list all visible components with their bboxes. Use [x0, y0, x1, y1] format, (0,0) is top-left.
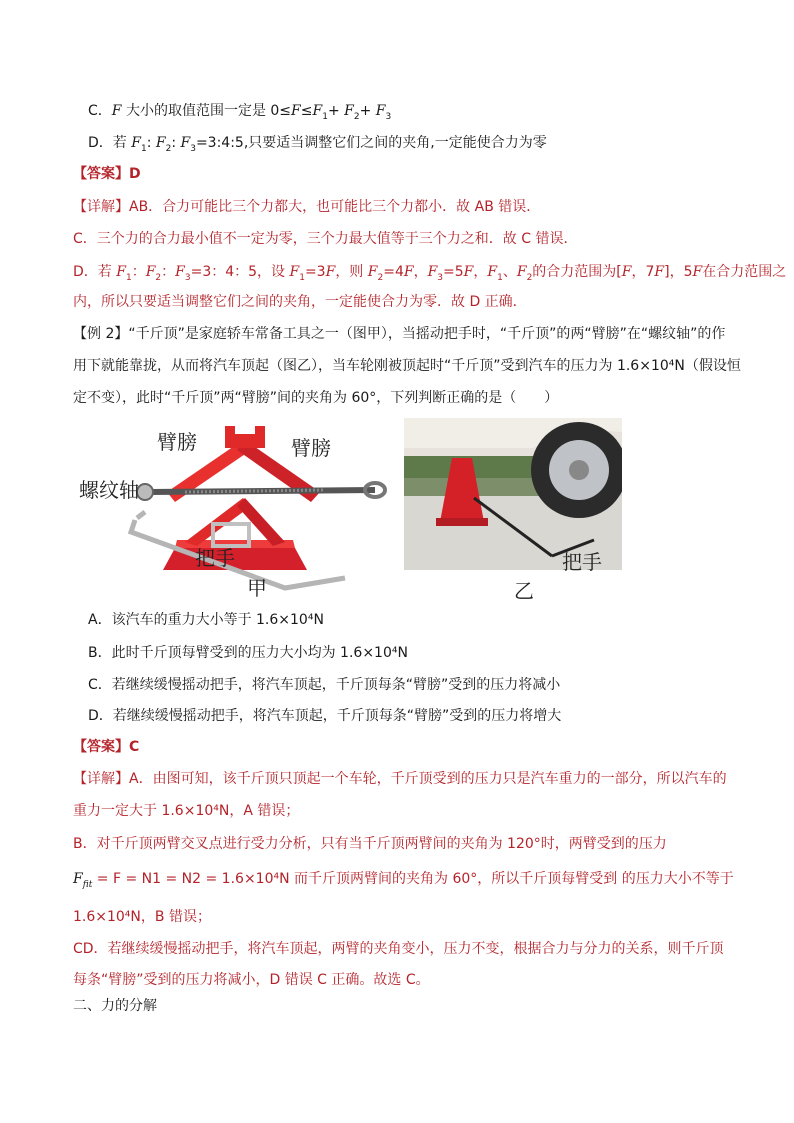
figure-yi [404, 418, 622, 603]
choice-c: C．若继续缓慢摇动把手，将汽车顶起，千斤顶每条“臂膀”受到的压力将减小 [88, 677, 561, 693]
label-screw: 螺纹轴 [79, 478, 139, 502]
scissor-jack-image [75, 420, 395, 600]
option-c: C．F 大小的取值范围一定是 $0\le F\le F_1+ F_2+ F_3$ [88, 103, 392, 122]
detail-2-line-2: 重力一定大于 1.6×10⁴N，A 错误； [73, 803, 300, 819]
detail-2-line-6: CD．若继续缓慢摇动把手，将汽车顶起，两臂的夹角变小，压力不变，根据合力与分力的关系，则千斤顶 [73, 941, 724, 957]
figure-jia [75, 420, 395, 600]
answer-2: 【答案】C [73, 739, 140, 755]
detail-1-line-4: 内，所以只要适当调整它们之间的夹角，一定能使合力为零．故 D 正确． [73, 294, 527, 310]
label-handle-photo: 把手 [562, 550, 602, 574]
example-2-line-2: 用下就能靠拢，从而将汽车顶起（图乙），当车轮刚被顶起时“千斤顶”受到汽车的压力为 1.6×10⁴N（假设恒 [73, 358, 741, 374]
choice-a: A．该汽车的重力大小等于 1.6×10⁴N [88, 612, 324, 628]
label-handle: 把手 [195, 546, 235, 570]
caption-yi: 乙 [514, 579, 534, 603]
example-2-line-3: 定不变），此时“千斤顶”两“臂膀”间的夹角为 60°，下列判断正确的是（ ） [73, 390, 559, 406]
example-2-line-1: 【例 2】“千斤顶”是家庭轿车常备工具之一（图甲），当摇动把手时，“千斤顶”的两“臂膀”在“螺纹轴”的作 [73, 326, 726, 342]
detail-2-formula-line: $F_{fit} = F = N1 = N2 = 1.6\times 10^4N$ 而千斤顶两臂间的夹角为 60°，所以千斤顶每臂受到 的压力大小不等于 [73, 871, 734, 890]
section-heading: 二、力的分解 [73, 998, 157, 1014]
answer-1: 【答案】D [73, 166, 141, 182]
detail-2-line-1: 【详解】A．由图可知，该千斤顶只顶起一个车轮，千斤顶受到的压力只是汽车重力的一部分，所以汽车的 [73, 771, 727, 787]
caption-jia: 甲 [247, 576, 267, 600]
detail-1-line-3: D．若 $F_1$：$F_2$：$F_3=3$：4：5，设 $F_1=3F$，则 $F_2=4F$，$F_3=5F$，$F_1$、$F_2$的合力范围为[F，7F]，5F在合力范围之 [73, 264, 787, 283]
label-arm-right: 臂膀 [291, 436, 331, 460]
detail-2-line-5: 1.6×10⁴N，B 错误； [73, 909, 211, 925]
detail-1-line-1: 【详解】AB．合力可能比三个力都大，也可能比三个力都小．故 AB 错误． [73, 199, 541, 215]
choice-b: B．此时千斤顶每臂受到的压力大小均为 1.6×10⁴N [88, 645, 408, 661]
choice-d: D．若继续缓慢摇动把手，将汽车顶起，千斤顶每条“臂膀”受到的压力将增大 [88, 708, 562, 724]
option-d: D．若 $F_1$: $F_2$: $F_3=3:4:5$,只要适当调整它们之间的夹角,一定能使合力为零 [88, 135, 547, 154]
detail-2-line-3: B．对千斤顶两臂交叉点进行受力分析，只有当千斤顶两臂间的夹角为 120°时，两臂受到的压力 [73, 836, 667, 852]
label-arm-left: 臂膀 [157, 430, 197, 454]
detail-tag: 【详解】 [73, 199, 129, 215]
detail-2-line-7: 每条“臂膀”受到的压力将减小，D 错误 C 正确。故选 C。 [73, 972, 430, 988]
detail-1-line-2: C．三个力的合力最小值不一定为零，三个力最大值等于三个力之和．故 C 错误． [73, 231, 578, 247]
